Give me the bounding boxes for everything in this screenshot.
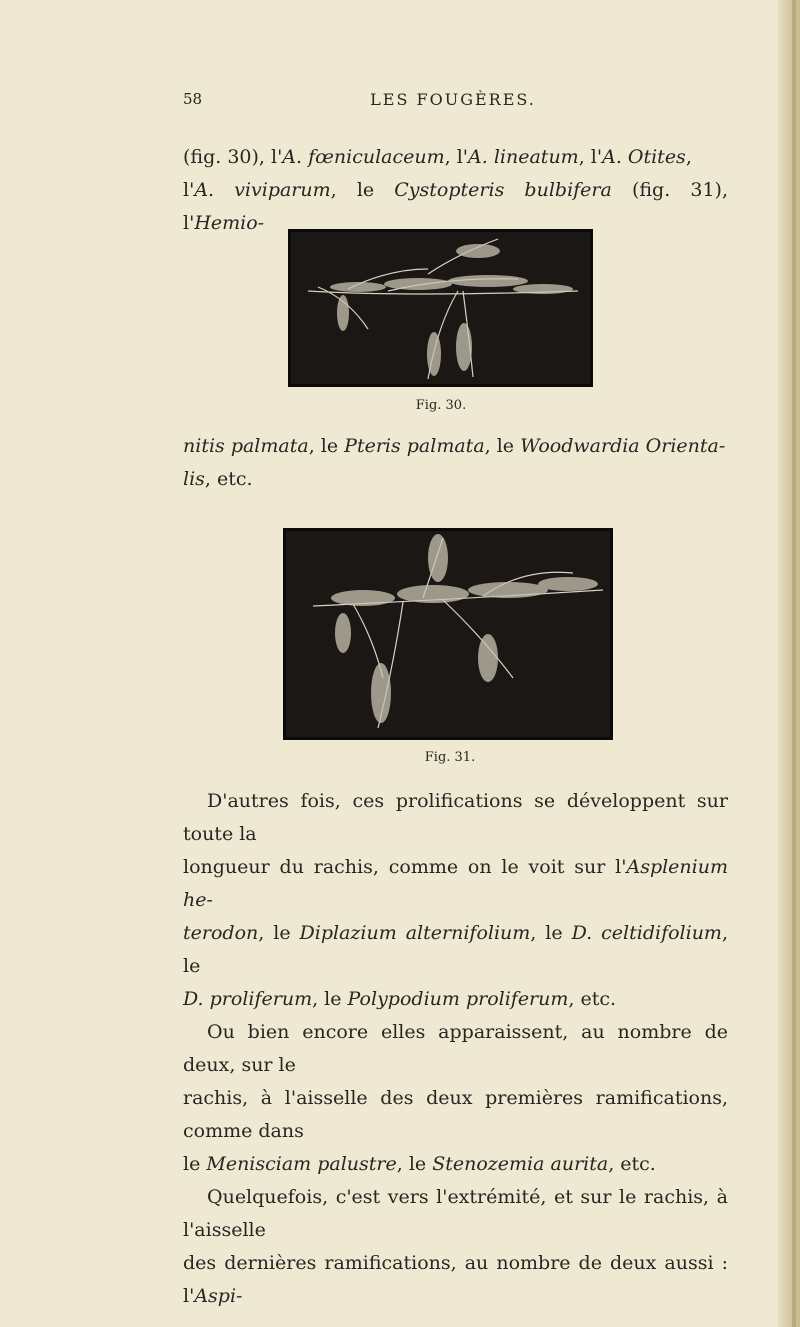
figure-30-fern-illustration bbox=[288, 229, 593, 387]
text-line: nitis palmata, le Pteris palmata, le Woodwardia Orienta- bbox=[183, 435, 726, 457]
text-line: lis, etc. bbox=[183, 468, 253, 490]
paragraph-continuation-1 bbox=[183, 141, 728, 240]
main-paragraphs bbox=[183, 785, 728, 1313]
text-line: D'autres fois, ces prolifications se développent sur toute la bbox=[183, 790, 728, 845]
figure-31-caption: Fig. 31. bbox=[424, 750, 476, 765]
text-line: (fig. 30), l'A. fœniculaceum, l'A. lineatum, l'A. Otites, bbox=[183, 146, 692, 168]
book-spine-edge bbox=[778, 0, 800, 1327]
text-line: terodon, le Diplazium alternifolium, le D. celtidifolium, le bbox=[183, 922, 728, 977]
text-line: le Menisciam palustre, le Stenozemia aurita, etc. bbox=[183, 1153, 656, 1175]
text-line: rachis, à l'aisselle des deux premières ramifications, comme dans bbox=[183, 1087, 728, 1142]
text-line: D. proliferum, le Polypodium proliferum, etc. bbox=[183, 988, 617, 1010]
text-line: Quelquefois, c'est vers l'extrémité, et sur le rachis, à l'aisselle bbox=[183, 1186, 728, 1241]
text-line: Ou bien encore elles apparaissent, au nombre de deux, sur le bbox=[183, 1021, 728, 1076]
text-line: l'A. viviparum, le Cystopteris bulbifera (fig. 31), l'Hemio- bbox=[183, 179, 729, 234]
text-line: des dernières ramifications, au nombre de deux aussi : l'Aspi- bbox=[183, 1252, 728, 1307]
text-line: longueur du rachis, comme on le voit sur l'Asplenium he- bbox=[183, 856, 728, 911]
running-title: LES FOUGÈRES. bbox=[370, 90, 536, 109]
figure-30-caption: Fig. 30. bbox=[415, 398, 467, 413]
page-number: 58 bbox=[183, 90, 203, 108]
page-header bbox=[183, 90, 723, 114]
figure-31-fern-illustration bbox=[283, 528, 613, 740]
paragraph-continuation-2 bbox=[183, 430, 728, 496]
